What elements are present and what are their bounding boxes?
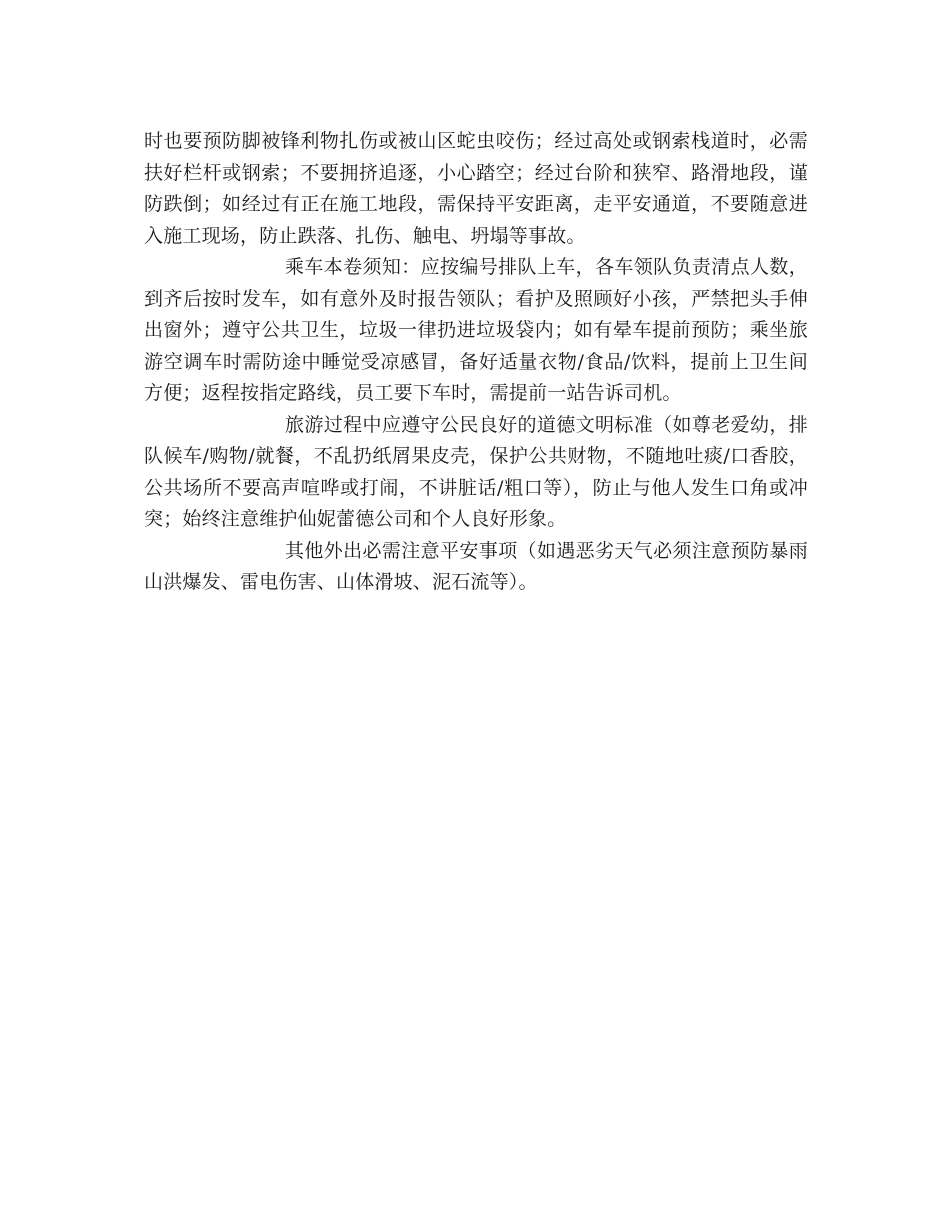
paragraph-civility-standards: 旅游过程中应遵守公民良好的道德文明标准（如尊老爱幼，排队候车/购物/就餐，不乱扔纸屑果皮壳，保护公共财物，不随地吐痰/口香胶，公共场所不要高声喧哗或打闹，不讲脏话/粗口等），防止与他人发生口角或冲突；始终注意维护仙妮蕾德公司和个人良好形象。	[144, 413, 808, 530]
document-body	[144, 126, 808, 599]
paragraph-other-safety: 其他外出必需注意平安事项（如遇恶劣天气必须注意预防暴雨山洪爆发、雷电伤害、山体滑坡、泥石流等）。	[144, 539, 808, 593]
paragraph-vehicle-notice: 乘车本卷须知：应按编号排队上车，各车领队负责清点人数，到齐后按时发车，如有意外及时报告领队；看护及照顾好小孩，严禁把头手伸出窗外；遵守公共卫生，垃圾一律扔进垃圾袋内；如有晕车提前预防；乘坐旅游空调车时需防途中睡觉受凉感冒，备好适量衣物/食品/饮料，提前上卫生间方便；返程按指定路线，员工要下车时，需提前一站告诉司机。	[144, 256, 808, 404]
paragraph-safety-hiking: 时也要预防脚被锋利物扎伤或被山区蛇虫咬伤；经过高处或钢索栈道时，必需扶好栏杆或钢索；不要拥挤追逐，小心踏空；经过台阶和狭窄、路滑地段，谨防跌倒；如经过有正在施工地段，需保持平安距离，走平安通道，不要随意进入施工现场，防止跌落、扎伤、触电、坍塌等事故。	[144, 130, 808, 247]
